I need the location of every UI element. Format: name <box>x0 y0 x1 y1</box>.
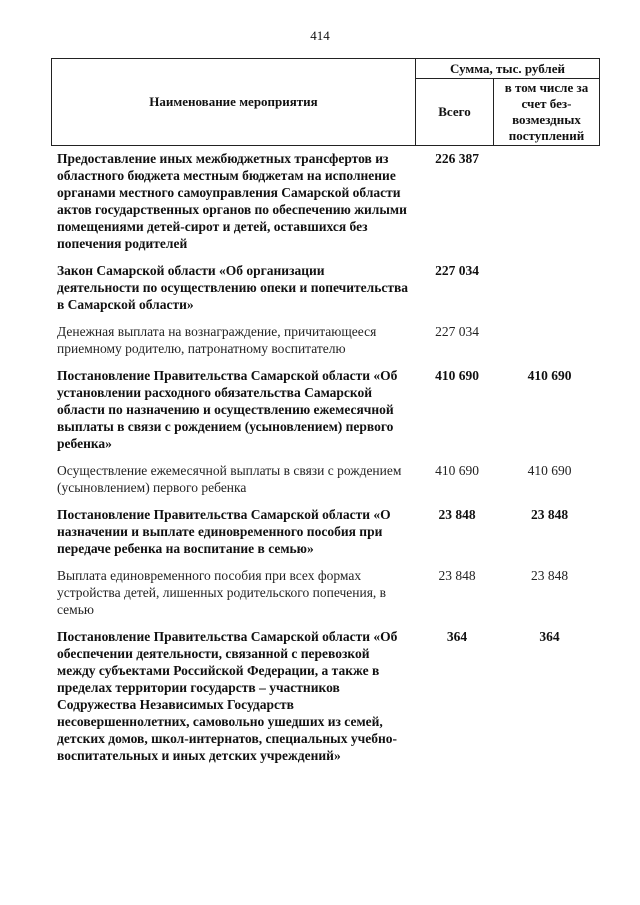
row-free: 410 690 <box>527 463 572 478</box>
table-row <box>57 150 600 252</box>
row-name: Денежная выплата на вознаграждение, причитающееся приемному родителю, патронатному воспитателю <box>57 324 377 356</box>
row-total: 227 034 <box>435 263 479 278</box>
row-free: 23 848 <box>530 568 569 583</box>
table-row <box>57 567 600 618</box>
row-name: Закон Самарской области «Об организации деятельности по осуществлению опеки и попечительства в Самарской области» <box>57 263 409 312</box>
table-body <box>57 150 600 774</box>
row-free: 410 690 <box>527 368 572 383</box>
table-row <box>57 462 600 496</box>
header-name-column: Наименование мероприятия <box>52 59 416 145</box>
row-total: 23 848 <box>438 507 476 522</box>
page-number: 414 <box>310 28 330 43</box>
row-total: 364 <box>446 629 468 644</box>
table-header <box>51 58 600 146</box>
table-row <box>57 262 600 313</box>
row-total: 23 848 <box>438 568 476 583</box>
row-total: 226 387 <box>435 151 479 166</box>
header-total-column: Всего <box>416 79 494 145</box>
header-free-column: в том числе за счет без-возмездных поступлений <box>504 80 589 143</box>
table-row <box>57 323 600 357</box>
row-name: Предоставление иных межбюджетных трансфертов из областного бюджета местным бюджетам на исполнение органами местного самоуправления Самарской области актов государственных органов по обеспечению жилыми помещениями детей-сирот и детей, оставшихся без попечения родителей <box>57 151 407 251</box>
row-total: 227 034 <box>435 324 479 339</box>
row-name: Постановление Правительства Самарской области «О назначении и выплате единовременного пособия при передаче ребенка на воспитание в семью» <box>57 507 391 556</box>
row-total: 410 690 <box>435 368 479 383</box>
row-total: 410 690 <box>435 463 479 478</box>
header-sum-column: Сумма, тыс. рублей <box>416 59 599 79</box>
row-free: 364 <box>539 629 560 644</box>
row-name: Постановление Правительства Самарской области «Об установлении расходного обязательства Самарской области по назначению и осуществлению ежемесячной выплаты в связи с рождением (усыновлением) первого ребенка» <box>57 368 398 451</box>
row-name: Выплата единовременного пособия при всех формах устройства детей, лишенных родительского попечения, в семью <box>57 568 387 617</box>
row-name: Постановление Правительства Самарской области «Об обеспечении деятельности, связанной с перевозкой между субъектами Российской Федерации, а также в пределах территории государств – участников Содружества Независимых Государств несовершеннолетних, самовольно ушедших из семей, детских домов, школ-интернатов, специальных учебно-воспитательных и иных детских учреждений» <box>57 629 398 763</box>
table-row <box>57 628 600 764</box>
row-name: Осуществление ежемесячной выплаты в связи с рождением (усыновлением) первого ребенка <box>57 463 402 495</box>
table-row <box>57 367 600 452</box>
row-free: 23 848 <box>530 507 569 522</box>
table-row <box>57 506 600 557</box>
